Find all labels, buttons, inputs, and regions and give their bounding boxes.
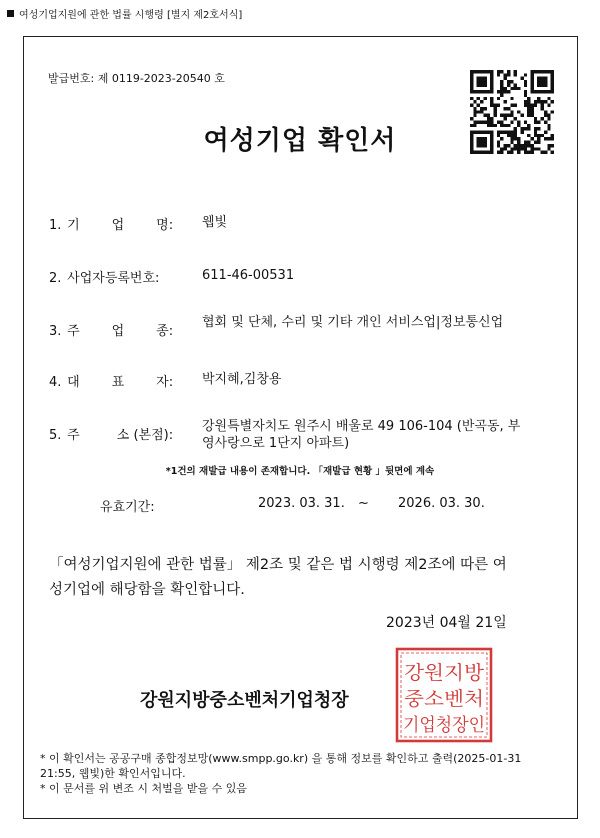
- form-note: 여성기업지원에 관한 법률 시행령 [별지 제2호서식]: [7, 6, 242, 21]
- industry-value: 협회 및 단체, 수리 및 기타 개인 서비스업|정보통신업: [202, 315, 504, 330]
- business-name-value: 웹빛: [202, 215, 228, 230]
- validity-start: 2023. 03. 31.: [258, 496, 345, 511]
- footnotes: [40, 751, 550, 796]
- confirmation-statement: 「여성기업지원에 관한 법률」 제2조 및 같은 법 시행령 제2조에 따른 여성기업에 해당함을 확인합니다.: [49, 557, 507, 598]
- issuer-name: 강원지방중소벤처기업청장: [140, 690, 349, 711]
- issue-date: 2023년 04월 21일: [386, 615, 507, 631]
- reissue-note: *1건의 재발급 내용이 존재합니다. 「재발급 현황 」뒷면에 계속: [165, 466, 435, 477]
- seal-line-1: 강원지방: [404, 662, 485, 684]
- registration-number-value: 611-46-00531: [202, 268, 295, 283]
- validity-end: 2026. 03. 30.: [398, 496, 485, 511]
- square-bullet-icon: [7, 10, 14, 17]
- representative-value: 박지혜,김창용: [202, 372, 282, 387]
- footnote-source: * 이 확인서는 공공구매 종합정보망(www.smpp.go.kr) 을 통해 정보를 확인하고 출력(2025-01-31 21:55, 웹빛)한 확인서입니다.: [40, 752, 522, 780]
- validity-label: 유효기간:: [100, 500, 155, 515]
- page-title: 여성기업 확인서: [203, 126, 397, 156]
- footnote-forgery-warning: * 이 문서를 위 변조 시 처벌을 받을 수 있음: [40, 782, 247, 795]
- address-value: 강원특별자치도 원주시 배울로 49 106-104 (반곡동, 부영사랑으로 1단지 아파트): [202, 419, 521, 451]
- seal-line-3: 기업청장인: [403, 715, 490, 736]
- seal-line-2: 중소벤처: [404, 688, 478, 710]
- validity-separator: ~: [358, 496, 369, 511]
- issue-number: 발급번호: 제 0119-2023-20540 호: [48, 72, 225, 85]
- official-seal: [394, 646, 494, 744]
